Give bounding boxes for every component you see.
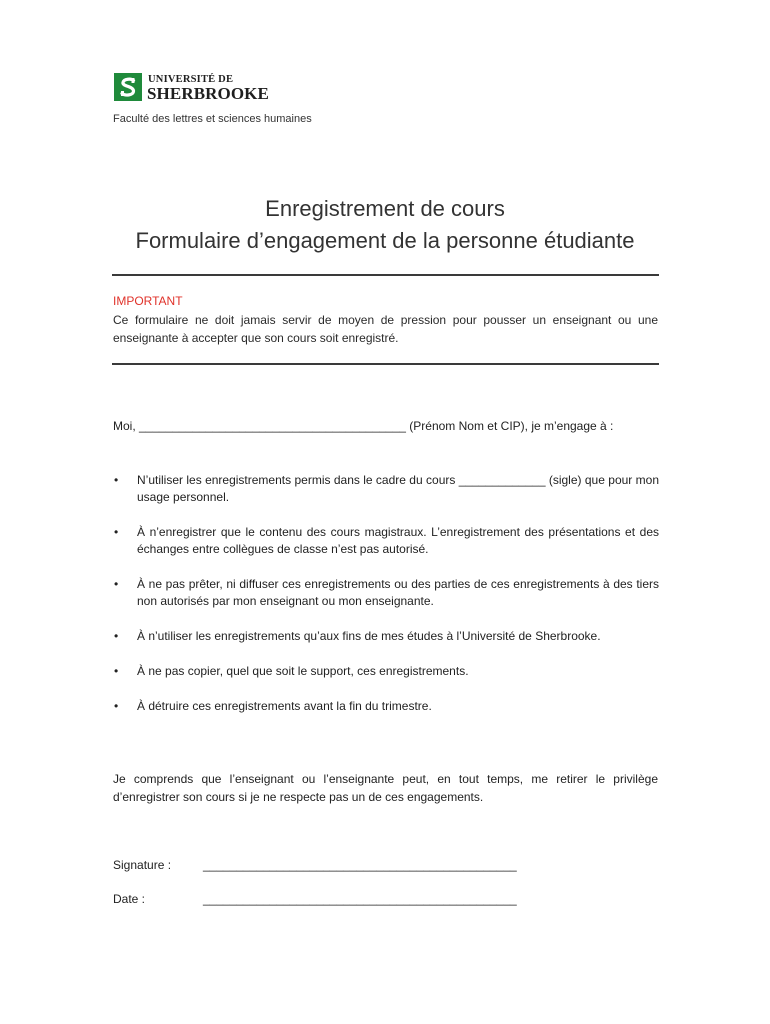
bullet-icon: • bbox=[114, 525, 119, 539]
list-item-text: À ne pas copier, quel que soit le support, ces enregistrements. bbox=[137, 664, 469, 678]
list-item bbox=[113, 698, 659, 715]
list-item bbox=[113, 524, 659, 558]
pledge-intro: Moi, ________________________________________ (Prénom Nom et CIP), je m’engage à : bbox=[113, 419, 614, 433]
sherbrooke-s-logo-icon bbox=[114, 73, 142, 101]
list-item-text: À détruire ces enregistrements avant la fin du trimestre. bbox=[137, 699, 432, 713]
logo-text-line2: SHERBROOKE bbox=[147, 84, 269, 103]
faculty-name: Faculté des lettres et sciences humaines bbox=[113, 113, 312, 125]
important-notice: Ce formulaire ne doit jamais servir de moyen de pression pour pousser un enseignant ou une enseignante à accepter que son cours soit enregistré. bbox=[113, 313, 658, 345]
university-logo bbox=[114, 73, 274, 105]
list-item bbox=[113, 472, 659, 506]
document-title: Enregistrement de cours bbox=[265, 196, 505, 221]
divider-bottom bbox=[112, 363, 659, 365]
important-label: IMPORTANT bbox=[113, 294, 183, 308]
signature-field[interactable]: _______________________________________________ bbox=[203, 858, 517, 872]
logo-text-line1: UNIVERSITÉ DE bbox=[148, 74, 234, 85]
bullet-icon: • bbox=[114, 629, 119, 643]
bullet-icon: • bbox=[114, 664, 119, 678]
date-label: Date : bbox=[113, 892, 146, 906]
bullet-icon: • bbox=[114, 577, 119, 591]
list-item bbox=[113, 663, 659, 680]
closing-statement: Je comprends que l’enseignant ou l’enseignante peut, en tout temps, me retirer le privilège d’enregistrer son cours si je ne respecte pas un de ces engagements. bbox=[113, 772, 658, 804]
signature-label: Signature : bbox=[113, 858, 172, 872]
divider-top bbox=[112, 274, 659, 276]
document-subtitle: Formulaire d’engagement de la personne étudiante bbox=[135, 228, 635, 253]
date-field[interactable]: _______________________________________________ bbox=[203, 892, 517, 906]
list-item-text: À ne pas prêter, ni diffuser ces enregistrements ou des parties de ces enregistrements à des tiers non autorisés par mon enseignant ou mon enseignante. bbox=[137, 577, 659, 608]
commitments-list bbox=[113, 472, 659, 733]
bullet-icon: • bbox=[114, 473, 119, 487]
list-item-text: À n’enregistrer que le contenu des cours magistraux. L’enregistrement des présentations et des échanges entre collègues de classe n’est pas autorisé. bbox=[137, 525, 659, 556]
bullet-icon: • bbox=[114, 699, 119, 713]
list-item-text: À n’utiliser les enregistrements qu’aux fins de mes études à l’Université de Sherbrooke. bbox=[137, 629, 601, 643]
list-item bbox=[113, 576, 659, 610]
list-item-text: N’utiliser les enregistrements permis dans le cadre du cours _____________ (sigle) que pour mon usage personnel. bbox=[137, 473, 659, 504]
list-item bbox=[113, 628, 659, 645]
